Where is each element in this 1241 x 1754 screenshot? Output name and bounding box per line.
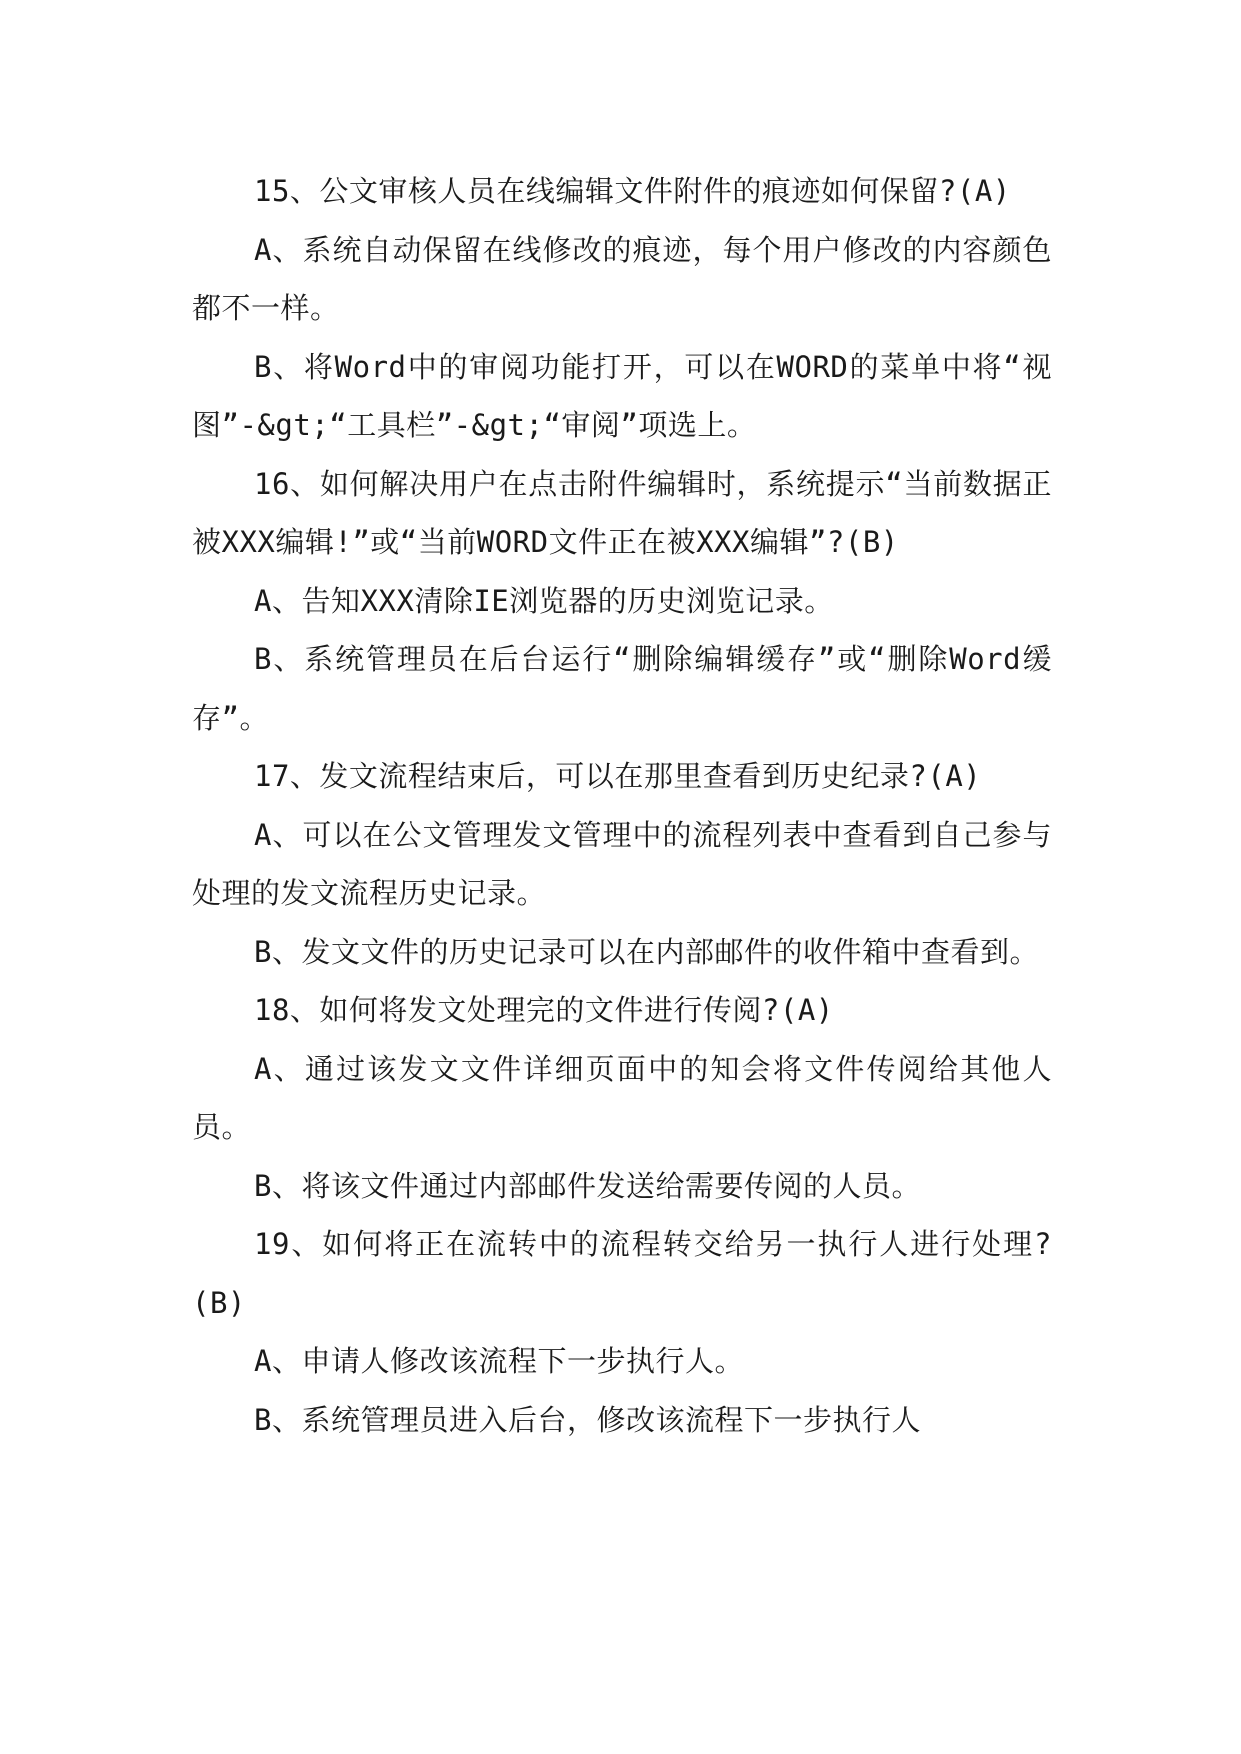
question-15-option-a: A、系统自动保留在线修改的痕迹，每个用户修改的内容颜色都不一样。: [192, 232, 1052, 325]
question-19-option-a: A、申请人修改该流程下一步执行人。: [254, 1344, 744, 1378]
question-17-option-a: A、可以在公文管理发文管理中的流程列表中查看到自己参与处理的发文流程历史记录。: [192, 817, 1052, 910]
question-18-option-b: B、将该文件通过内部邮件发送给需要传阅的人员。: [254, 1168, 921, 1203]
question-18: 18、如何将发文处理完的文件进行传阅?(A): [254, 993, 834, 1027]
question-17-option-b: B、发文文件的历史记录可以在内部邮件的收件箱中查看到。: [254, 934, 1039, 969]
question-19-option-b: B、系统管理员进入后台，修改该流程下一步执行人: [254, 1402, 921, 1437]
document-body: [192, 162, 1052, 1449]
question-16-option-b: B、系统管理员在后台运行“删除编辑缓存”或“删除Word缓存”。: [192, 642, 1052, 735]
question-15-option-b: B、将Word中的审阅功能打开，可以在WORD的菜单中将“视图”-&gt;“工具栏”-&gt;“审阅”项选上。: [192, 349, 1052, 442]
question-19: 19、如何将正在流转中的流程转交给另一执行人进行处理?(B): [192, 1227, 1052, 1320]
question-16: 16、如何解决用户在点击附件编辑时，系统提示“当前数据正被XXX编辑!”或“当前WORD文件正在被XXX编辑”?(B): [192, 466, 1052, 559]
question-15: 15、公文审核人员在线编辑文件附件的痕迹如何保留?(A): [254, 174, 1011, 208]
question-16-option-a: A、告知XXX清除IE浏览器的历史浏览记录。: [254, 583, 834, 618]
question-18-option-a: A、通过该发文文件详细页面中的知会将文件传阅给其他人员。: [192, 1051, 1052, 1144]
question-17: 17、发文流程结束后，可以在那里查看到历史纪录?(A): [254, 759, 982, 793]
